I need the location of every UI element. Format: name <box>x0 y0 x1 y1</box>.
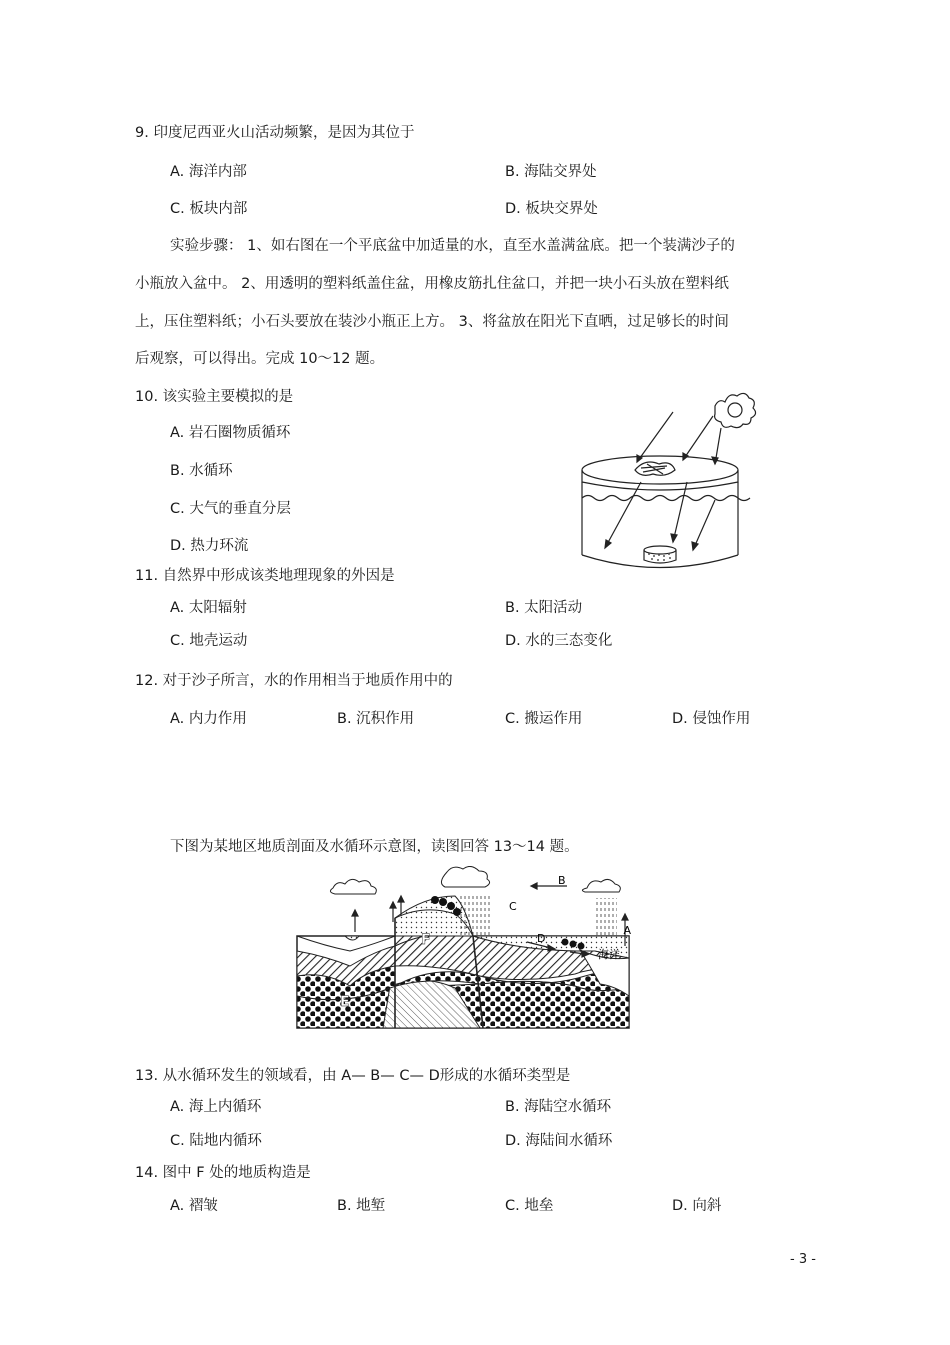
q11-option-c: C. 地壳运动 <box>170 633 248 649</box>
q13-stem: 13. 从水循环发生的领域看，由 A— B— C— D形成的水循环类型是 <box>135 1068 571 1084</box>
label-d: D <box>537 932 546 945</box>
experiment-line-2: 小瓶放入盆中。 2、用透明的塑料纸盖住盆，用橡皮筋扎住盆口，并把一块小石头放在塑料纸 <box>135 276 729 292</box>
experiment-basin-figure <box>575 390 765 580</box>
q14-option-b: B. 地堑 <box>337 1198 386 1214</box>
q10-option-a: A. 岩石圈物质循环 <box>170 425 291 441</box>
experiment-line-3: 上，压住塑料纸；小石头要放在装沙小瓶正上方。 3、将盆放在阳光下直晒，过足够长的时间 <box>135 314 729 330</box>
label-a: A <box>623 924 631 937</box>
q14-option-a: A. 褶皱 <box>170 1198 218 1214</box>
cloud-icon <box>330 866 620 894</box>
q12-option-b: B. 沉积作用 <box>337 711 415 727</box>
q13-option-a: A. 海上内循环 <box>170 1099 262 1115</box>
q12-option-a: A. 内力作用 <box>170 711 247 727</box>
q11-option-b: B. 太阳活动 <box>505 600 583 616</box>
q10-stem: 10. 该实验主要模拟的是 <box>135 389 294 405</box>
label-sea: 海洋 <box>598 948 620 961</box>
page-number: - 3 - <box>790 1252 816 1267</box>
q9-option-d: D. 板块交界处 <box>505 201 598 217</box>
intro-13-14: 下图为某地区地质剖面及水循环示意图，读图回答 13～14 题。 <box>170 839 579 855</box>
q11-option-d: D. 水的三态变化 <box>505 633 613 649</box>
q10-option-b: B. 水循环 <box>170 463 233 479</box>
q12-stem: 12. 对于沙子所言，水的作用相当于地质作用中的 <box>135 673 453 689</box>
geology-water-cycle-diagram <box>295 866 635 1031</box>
q12-option-d: D. 侵蚀作用 <box>672 711 751 727</box>
q11-option-a: A. 太阳辐射 <box>170 600 247 616</box>
q9-option-a: A. 海洋内部 <box>170 164 247 180</box>
q14-option-d: D. 向斜 <box>672 1198 722 1214</box>
sun-icon <box>715 393 756 427</box>
label-b: B <box>558 874 566 887</box>
q9-option-b: B. 海陆交界处 <box>505 164 597 180</box>
q12-option-c: C. 搬运作用 <box>505 711 583 727</box>
label-e: E <box>340 994 350 1010</box>
experiment-line-4: 后观察，可以得出。完成 10～12 题。 <box>135 351 385 367</box>
q10-option-c: C. 大气的垂直分层 <box>170 501 291 517</box>
q13-option-c: C. 陆地内循环 <box>170 1133 262 1149</box>
q9-stem: 9. 印度尼西亚火山活动频繁，是因为其位于 <box>135 125 415 141</box>
q14-stem: 14. 图中 F 处的地质构造是 <box>135 1165 311 1181</box>
label-c: C <box>509 900 517 913</box>
q10-option-d: D. 热力环流 <box>170 538 249 554</box>
q14-option-c: C. 地垒 <box>505 1198 554 1214</box>
label-f: F <box>421 932 431 948</box>
q9-option-c: C. 板块内部 <box>170 201 248 217</box>
q13-option-d: D. 海陆间水循环 <box>505 1133 613 1149</box>
experiment-line-1: 实验步骤： 1、如右图在一个平底盆中加适量的水，直至水盖满盆底。把一个装满沙子的 <box>170 238 735 254</box>
q13-option-b: B. 海陆空水循环 <box>505 1099 612 1115</box>
q11-stem: 11. 自然界中形成该类地理现象的外因是 <box>135 568 395 584</box>
